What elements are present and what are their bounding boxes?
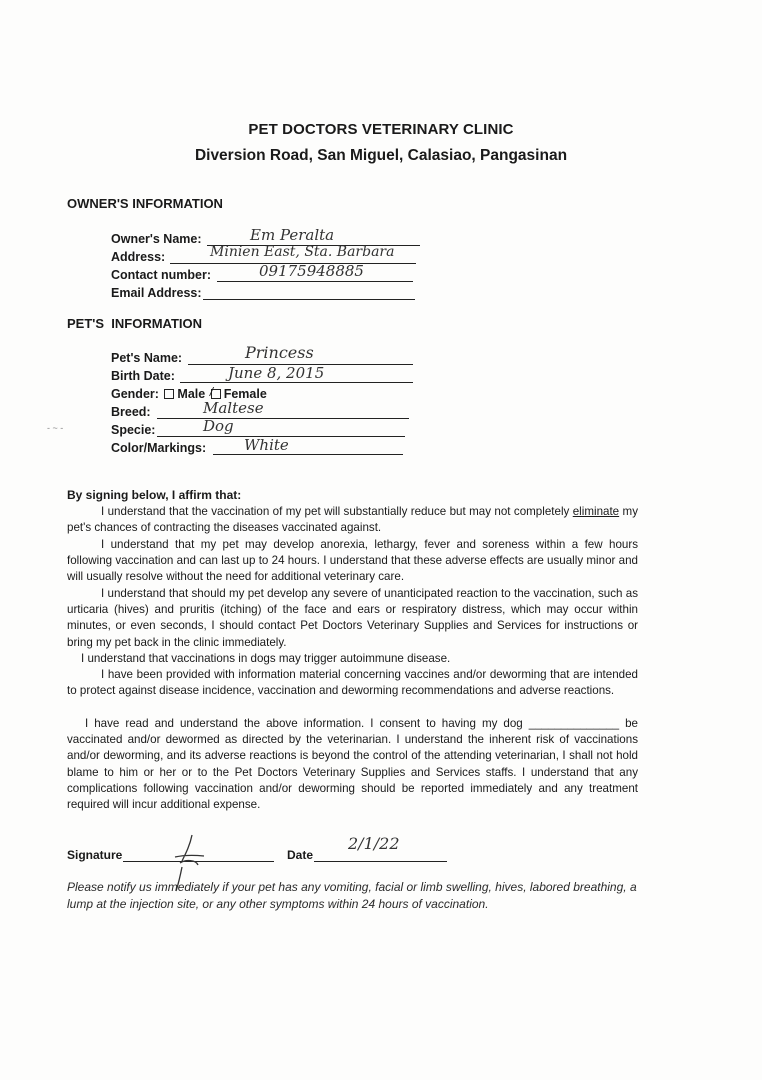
affirm-paragraph-6 bbox=[67, 716, 638, 813]
owner-contact-line[interactable] bbox=[217, 281, 413, 282]
date-line[interactable] bbox=[314, 861, 447, 862]
pet-breed-value[interactable]: Maltese bbox=[203, 399, 264, 417]
gender-female-checkbox[interactable]: / bbox=[211, 389, 221, 399]
pet-color-label: Color/Markings: bbox=[111, 441, 207, 455]
owner-address-label: Address: bbox=[111, 250, 166, 264]
affirm-p1-underlined: eliminate bbox=[572, 505, 620, 518]
pet-name-label: Pet's Name: bbox=[111, 351, 183, 365]
pet-name-value[interactable]: Princess bbox=[245, 343, 314, 362]
owner-contact-label: Contact number: bbox=[111, 268, 211, 282]
owner-contact-value[interactable]: 09175948885 bbox=[259, 262, 364, 280]
affirm-heading: By signing below, I affirm that: bbox=[67, 488, 242, 502]
gender-male-checkbox[interactable] bbox=[164, 389, 174, 399]
pet-breed-line[interactable] bbox=[157, 418, 409, 419]
pet-color-value[interactable]: White bbox=[244, 436, 289, 454]
clinic-name: PET DOCTORS VETERINARY CLINIC bbox=[248, 121, 514, 138]
owner-email-line[interactable] bbox=[203, 299, 415, 300]
pet-breed-label: Breed: bbox=[111, 405, 151, 419]
pet-specie-label: Specie: bbox=[111, 423, 156, 437]
pet-birth-label: Birth Date: bbox=[111, 369, 175, 383]
affirm-p3-text: I understand that should my pet develop any severe of unanticipated reaction to the vaccination, such as urticaria (hives) and pruritis (itching) of the face and ears or respiratory distress, which may occur within minutes, or even seconds, I should contact Pet Doctors Veterinary Supplies and Services for instructions or bring my pet back in the clinic immediately. bbox=[67, 587, 638, 649]
affirm-paragraph-5 bbox=[67, 667, 638, 699]
affirm-paragraph-1 bbox=[67, 504, 638, 536]
affirm-p5-text: I have been provided with information material concerning vaccines and/or deworming that are intended to protect against disease incidence, vaccination and deworming recommendations and adverse reactions. bbox=[67, 668, 638, 698]
owner-address-value[interactable]: Minien East, Sta. Barbara bbox=[210, 244, 395, 260]
pet-color-line[interactable] bbox=[213, 454, 403, 455]
margin-mark: - ~ - bbox=[47, 423, 64, 433]
dog-name-blank[interactable]: ______________ bbox=[528, 717, 620, 730]
owner-section-title: OWNER'S INFORMATION bbox=[67, 196, 223, 211]
pet-section-title: PET'S INFORMATION bbox=[67, 316, 203, 331]
affirm-p6-text-end: be vaccinated and/or dewormed as directed by the veterinarian. I understand the inherent risk of vaccinations and/or deworming, and its adverse reactions is beyond the control of the attending veterinarian, I shall not hold blame to him or her or to the Pet Doctors Veterinary Supplies and Services staffs. I understand that any complications following vaccination and/or deworming should be reported immediately and any treatment required will incur additional expense. bbox=[67, 717, 638, 812]
pet-birth-line[interactable] bbox=[180, 382, 413, 383]
pet-gender-label: Gender: bbox=[111, 387, 159, 401]
affirm-p4-text: I understand that vaccinations in dogs may trigger autoimmune disease. bbox=[81, 652, 451, 665]
pet-birth-value[interactable]: June 8, 2015 bbox=[228, 364, 325, 382]
affirm-p2-text: I understand that my pet may develop anorexia, lethargy, fever and soreness within a few hours following vaccination and can last up to 24 hours. I understand that these adverse effects are usually minor and will usually resolve without the need for additional veterinary care. bbox=[67, 538, 638, 584]
owner-name-label: Owner's Name: bbox=[111, 232, 202, 246]
owner-name-value[interactable]: Em Peralta bbox=[250, 226, 335, 244]
clinic-address: Diversion Road, San Miguel, Calasiao, Pangasinan bbox=[194, 147, 568, 164]
affirm-paragraph-3 bbox=[67, 586, 638, 651]
gender-female-label: Female bbox=[223, 387, 267, 401]
pet-specie-value[interactable]: Dog bbox=[203, 417, 234, 435]
owner-email-label: Email Address: bbox=[111, 286, 202, 300]
affirm-paragraph-2 bbox=[67, 537, 638, 586]
date-value[interactable]: 2/1/22 bbox=[348, 834, 400, 853]
date-label: Date bbox=[287, 848, 314, 862]
affirm-paragraph-4 bbox=[67, 651, 638, 667]
signature-label: Signature bbox=[67, 848, 123, 862]
affirm-p6-text: I have read and understand the above information. I consent to having my dog bbox=[85, 717, 523, 730]
notice-text: Please notify us immediately if your pet has any vomiting, facial or limb swelling, hives, labored breathing, a lump at the injection site, or any other symptoms within 24 hours of vaccination. bbox=[67, 880, 637, 911]
affirm-p1-text: I understand that the vaccination of my pet will substantially reduce but may not completely bbox=[101, 505, 570, 518]
affirm-p1-text-end: my pet's chances of contracting the diseases vaccinated against. bbox=[67, 505, 638, 535]
gender-male-label: Male bbox=[177, 387, 206, 401]
